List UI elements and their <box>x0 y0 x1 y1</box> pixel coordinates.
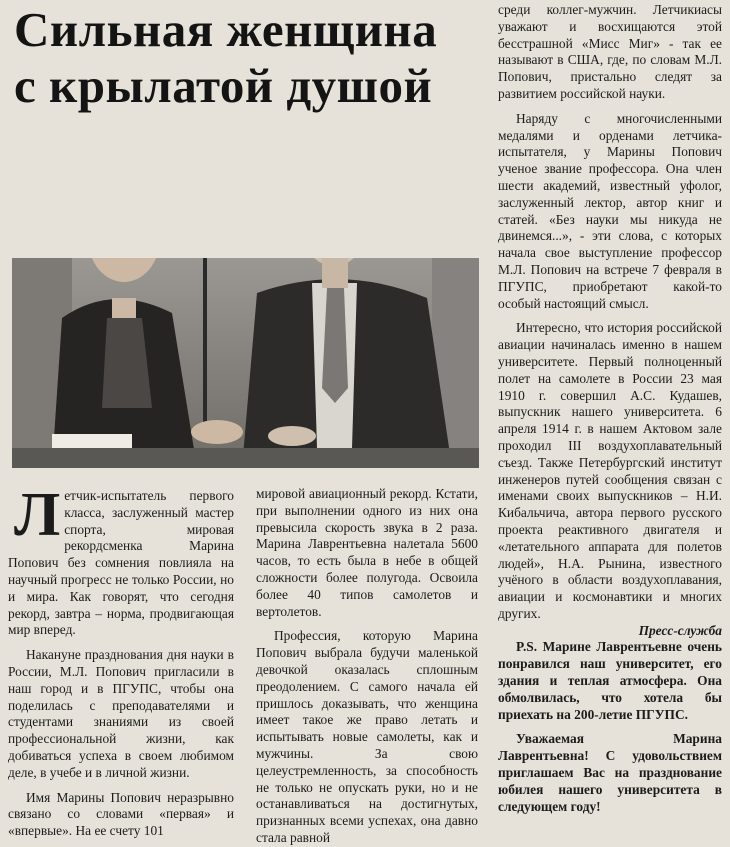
headline-line-2: с крылатой душой <box>14 58 433 113</box>
paragraph: Профессия, которую Марина Попович выбрала будучи маленькой девочкой оказалась сплошным преодолением. С самого начала ей пришлось доказывать, что женщина имеет такое же право летать и испытывать новые самолеты, как и мужчины. За свою целеустремленность, за способность не только не опускать руки, но и не останавливаться на достигнутых, признанных всеми успехах, она давно стала равной <box>256 628 478 845</box>
headline-line-1: Сильная женщина <box>14 2 438 57</box>
news-photo <box>12 258 479 468</box>
paragraph: Накануне празднования дня науки в России, М.Л. Попович пригласили в наш город и в ПГУПС, чтобы она поделилась с преподавателями и студентами знаниями из своей профессиональной жизни, как добиваться успеха в своем любимом деле, в учебе и в личной жизни. <box>8 647 234 780</box>
postscript-paragraph: P.S. Марине Лаврентьевне очень понравился наш университет, его здания и теплая атмосфера. Она обмолвилась, что хотела бы приехать на 200-летие ПГУПС. <box>498 639 722 722</box>
paragraph-text: етчик-испытатель первого класса, заслуженный мастер спорта, мировая рекордсменка Марина Попович без сомнения повлияла на научный прогресс не только России, но и мира. Как говорят, что сегодня рекорд, завтра – норма, продвигающая мир вперед. <box>8 488 234 638</box>
photo-illustration <box>12 258 479 468</box>
paragraph: Имя Марины Попович неразрывно связано со словами «первая» и «впервые». На ее счету 101 <box>8 789 234 839</box>
headline <box>14 2 484 114</box>
dropcap: Л <box>14 481 61 549</box>
paragraph: мировой авиационный рекорд. Кстати, при выполнении одного из них она превысила скорость звука в 2 раза. Марина Лаврентьевна налетала 5600 часов, то есть была в небе в общей сложности более полугода. Освоила более 40 типов самолетов и вертолетов. <box>256 486 478 619</box>
column-2 <box>256 486 478 847</box>
paragraph: Наряду с многочисленными медалями и орденами летчика-испытателя, у Марины Попович ученое звание профессора. Она член шести академий, известный уфолог, заслуженный лектор, автор книг и статей. «Без науки мы никуда не двинемся...», - эти слова, с которых начала свое выступление профессор М.Л. Попович на встрече 7 февраля в ПГУПС, приобретают какой-то особый настоящий смысл. <box>498 110 722 311</box>
paragraph: среди коллег-мужчин. Летчикиасы уважают и восхищаются этой бесстрашной «Мисс Миг» - так ее называют в США, где, по словам М.Л. Попович, пристально следят за развитием российской науки. <box>498 2 722 101</box>
column-3 <box>498 2 722 815</box>
signature: Пресс-служба <box>638 622 722 638</box>
paragraph: Интересно, что история российской авиации начиналась именно в нашем университете. Первый полноценный полет на самолете в России 23 мая 1910 г. совершил А.С. Кудашев, выпускник нашего университета. 6 апреля 1914 г. в нашем Актовом зале проходил III воздухоплавательный съезд. Также Петербургский институт инженеров путей сообщения связан с именами своих выпускников – Н.И. Кибальчича, автора первого русского проекта реактивного двигателя и «летательного аппарата для полетов людей», Н.А. Рынина, известного учёного в области воздухоплавания, авиации и космонавтики и многих других. <box>498 320 722 621</box>
postscript <box>498 639 722 815</box>
paragraph <box>8 481 234 639</box>
column-1 <box>8 481 234 840</box>
postscript-paragraph: Уважаемая Марина Лаврентьевна! С удовольствием приглашаем Вас на празднование юбилея нашего университета в следующем году! <box>498 731 722 814</box>
